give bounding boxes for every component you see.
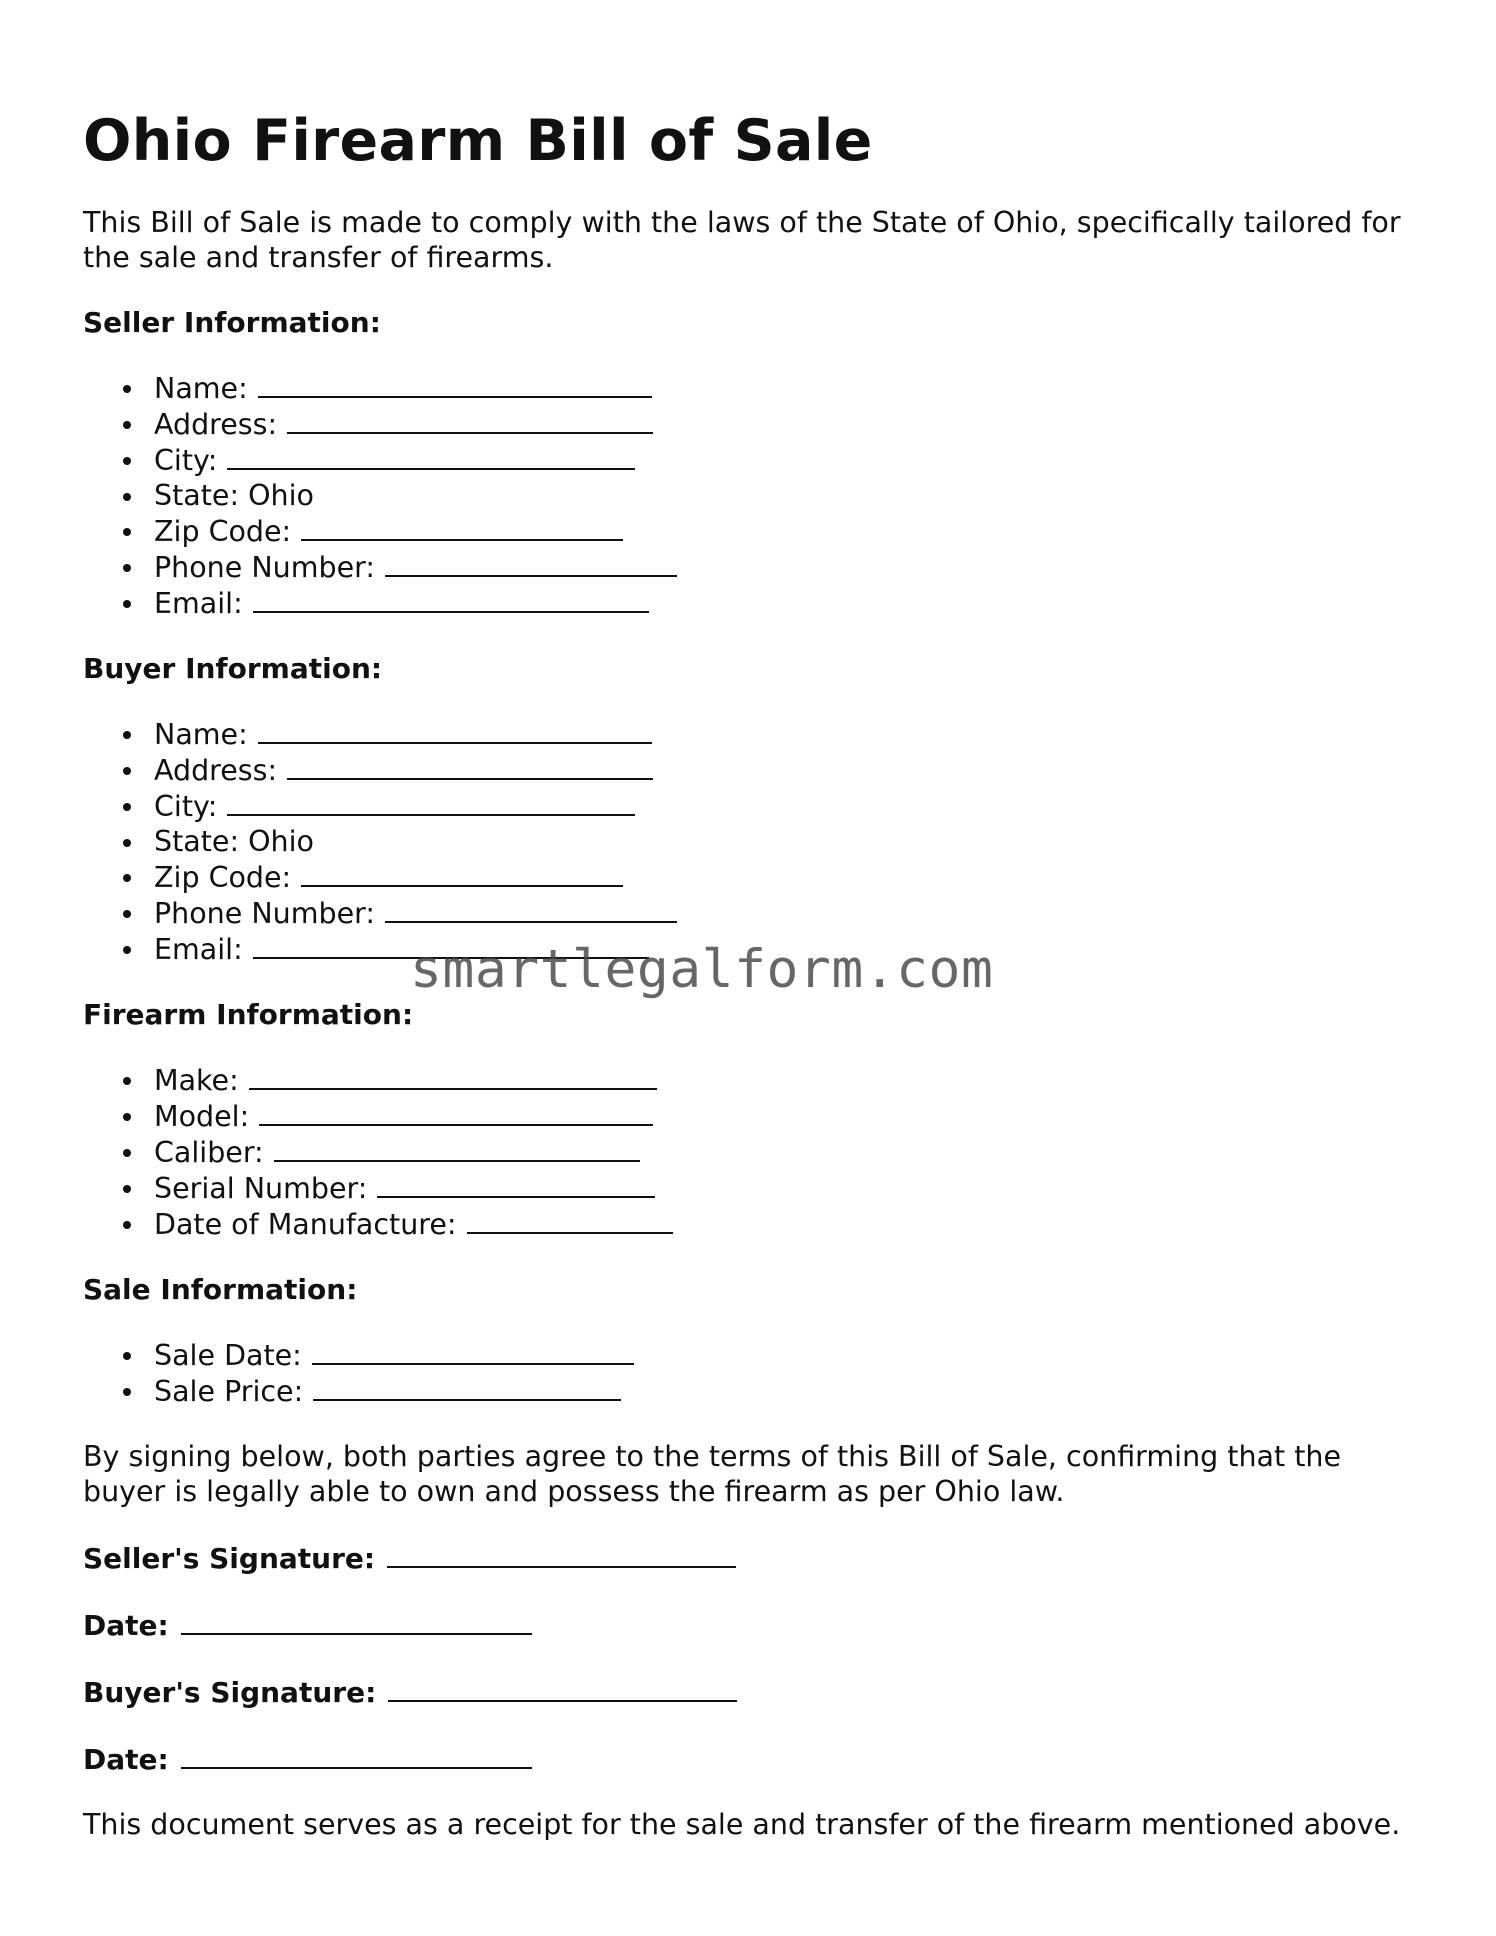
sale-price-item: [154, 1373, 1413, 1409]
seller-name-item: [154, 370, 1413, 406]
bullet-icon: [123, 421, 131, 429]
sale-date-item: [154, 1337, 1413, 1373]
buyer-address-blank[interactable]: [287, 752, 653, 780]
firearm-make-item: [154, 1062, 1413, 1098]
seller-date-blank[interactable]: [181, 1606, 532, 1635]
buyer-name-label: Name:: [154, 718, 248, 751]
buyer-zip-blank[interactable]: [301, 859, 623, 887]
bullet-icon: [123, 385, 131, 393]
buyer-phone-label: Phone Number:: [154, 897, 375, 930]
watermark-text: smartlegalform.com: [410, 939, 994, 1000]
bullet-icon: [123, 1221, 131, 1229]
firearm-make-label: Make:: [154, 1064, 239, 1097]
buyer-address-label: Address:: [154, 754, 278, 787]
seller-signature-row: [83, 1539, 1413, 1576]
firearm-make-blank[interactable]: [249, 1062, 657, 1090]
buyer-state-item: [154, 824, 1413, 859]
bullet-icon: [123, 803, 131, 811]
buyer-name-item: [154, 716, 1413, 752]
bullet-icon: [123, 457, 131, 465]
firearm-caliber-item: [154, 1134, 1413, 1170]
seller-name-label: Name:: [154, 372, 248, 405]
seller-state-label: State: Ohio: [154, 479, 314, 512]
buyer-section-heading: Buyer Information:: [83, 652, 383, 685]
seller-phone-label: Phone Number:: [154, 551, 375, 584]
buyer-city-item: [154, 788, 1413, 824]
seller-field-list: [83, 370, 1413, 621]
seller-address-item: [154, 406, 1413, 442]
firearm-model-label: Model:: [154, 1100, 250, 1133]
bullet-icon: [123, 839, 131, 847]
bullet-icon: [123, 528, 131, 536]
seller-state-item: [154, 478, 1413, 513]
seller-section-heading: Seller Information:: [83, 306, 381, 339]
buyer-signature-row: [83, 1673, 1413, 1710]
firearm-model-item: [154, 1098, 1413, 1134]
sale-section-heading: Sale Information:: [83, 1273, 358, 1306]
closing-paragraph: This document serves as a receipt for the sale and transfer of the firearm mentioned above.: [83, 1808, 1401, 1841]
buyer-signature-blank[interactable]: [388, 1673, 737, 1702]
intro-paragraph: This Bill of Sale is made to comply with the laws of the State of Ohio, specifically tailored for the sale and transfer of firearms.: [83, 206, 1401, 274]
buyer-state-label: State: Ohio: [154, 825, 314, 858]
seller-email-label: Email:: [154, 587, 243, 620]
bullet-icon: [123, 946, 131, 954]
seller-email-item: [154, 585, 1413, 621]
seller-date-row: [83, 1606, 1413, 1643]
seller-email-blank[interactable]: [253, 585, 649, 613]
buyer-zip-item: [154, 859, 1413, 895]
bullet-icon: [123, 874, 131, 882]
buyer-address-item: [154, 752, 1413, 788]
bullet-icon: [123, 1185, 131, 1193]
seller-phone-item: [154, 549, 1413, 585]
seller-date-label: Date:: [83, 1609, 169, 1642]
buyer-phone-blank[interactable]: [385, 895, 677, 923]
buyer-name-blank[interactable]: [258, 716, 652, 744]
bullet-icon: [123, 493, 131, 501]
sale-price-label: Sale Price:: [154, 1375, 304, 1408]
seller-address-label: Address:: [154, 408, 278, 441]
firearm-caliber-label: Caliber:: [154, 1136, 264, 1169]
bullet-icon: [123, 767, 131, 775]
seller-address-blank[interactable]: [287, 406, 653, 434]
firearm-model-blank[interactable]: [259, 1098, 653, 1126]
firearm-manufacture-date-item: [154, 1206, 1413, 1242]
seller-signature-label: Seller's Signature:: [83, 1542, 376, 1575]
buyer-city-label: City:: [154, 790, 218, 823]
bullet-icon: [123, 1149, 131, 1157]
firearm-serial-item: [154, 1170, 1413, 1206]
bullet-icon: [123, 1113, 131, 1121]
document-title: Ohio Firearm Bill of Sale: [83, 108, 873, 174]
bullet-icon: [123, 731, 131, 739]
bullet-icon: [123, 1352, 131, 1360]
bullet-icon: [123, 1077, 131, 1085]
bullet-icon: [123, 564, 131, 572]
firearm-caliber-blank[interactable]: [274, 1134, 640, 1162]
seller-city-label: City:: [154, 444, 218, 477]
seller-zip-item: [154, 513, 1413, 549]
buyer-city-blank[interactable]: [227, 788, 635, 816]
sale-date-blank[interactable]: [312, 1337, 634, 1365]
buyer-field-list: [83, 716, 1413, 967]
buyer-email-label: Email:: [154, 933, 243, 966]
seller-zip-blank[interactable]: [301, 513, 623, 541]
buyer-zip-label: Zip Code:: [154, 861, 292, 894]
seller-phone-blank[interactable]: [385, 549, 677, 577]
firearm-field-list: [83, 1062, 1413, 1242]
seller-city-blank[interactable]: [227, 442, 635, 470]
bullet-icon: [123, 600, 131, 608]
buyer-date-row: [83, 1740, 1413, 1777]
sale-field-list: [83, 1337, 1413, 1409]
sale-date-label: Sale Date:: [154, 1339, 302, 1372]
buyer-phone-item: [154, 895, 1413, 931]
bullet-icon: [123, 1388, 131, 1396]
seller-zip-label: Zip Code:: [154, 515, 292, 548]
bullet-icon: [123, 910, 131, 918]
buyer-signature-label: Buyer's Signature:: [83, 1676, 377, 1709]
buyer-date-label: Date:: [83, 1743, 169, 1776]
buyer-date-blank[interactable]: [181, 1740, 532, 1769]
firearm-section-heading: Firearm Information:: [83, 998, 414, 1031]
firearm-manufacture-date-blank[interactable]: [467, 1206, 673, 1234]
agreement-paragraph: By signing below, both parties agree to the terms of this Bill of Sale, confirming that the buyer is legally able to own and possess the firearm as per Ohio law.: [83, 1440, 1341, 1508]
seller-signature-blank[interactable]: [387, 1539, 736, 1568]
firearm-serial-label: Serial Number:: [154, 1172, 368, 1205]
seller-name-blank[interactable]: [258, 370, 652, 398]
firearm-manufacture-date-label: Date of Manufacture:: [154, 1208, 457, 1241]
sale-price-blank[interactable]: [313, 1373, 621, 1401]
seller-city-item: [154, 442, 1413, 478]
firearm-serial-blank[interactable]: [377, 1170, 655, 1198]
